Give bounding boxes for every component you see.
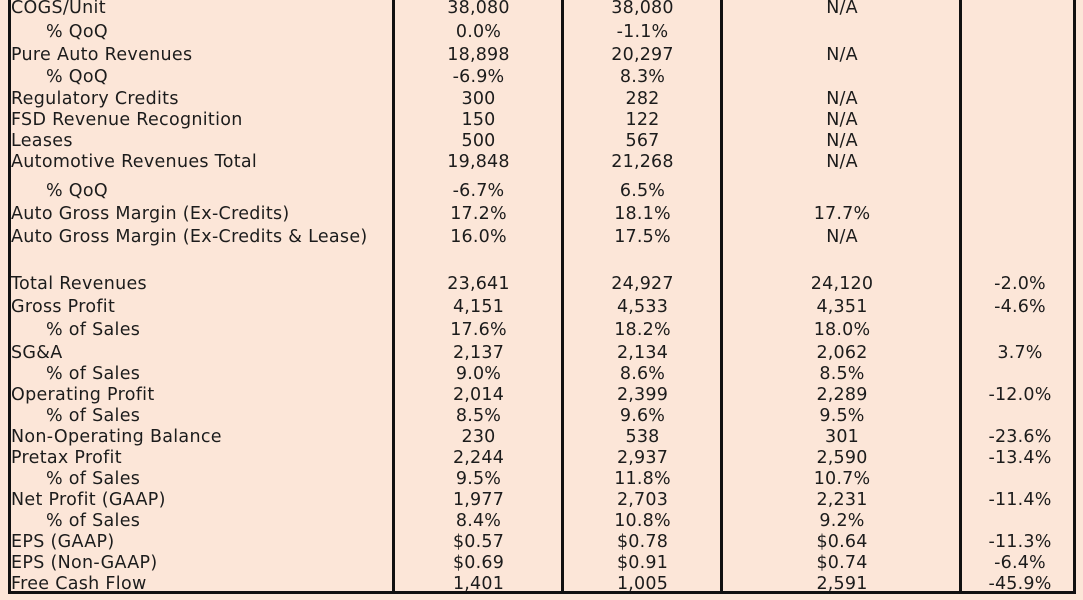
row-label: Free Cash Flow [11, 574, 147, 594]
cell-c3 [564, 489, 721, 511]
cell-c3 [564, 447, 721, 469]
cell-value: 6.5% [619, 181, 666, 201]
cell-value: N/A [826, 152, 858, 172]
cell-value: 2,937 [616, 448, 669, 468]
cell-c2 [396, 468, 561, 490]
cell-c5 [963, 21, 1077, 43]
cell-c4 [724, 468, 960, 490]
cell-c2 [396, 203, 561, 225]
cell-value: 20,297 [611, 45, 674, 65]
cell-value: 10.8% [614, 511, 671, 531]
cell-c4 [724, 226, 960, 248]
cell-value: 1,401 [452, 574, 505, 594]
cell-c5 [963, 426, 1077, 448]
cell-value: -12.0% [988, 385, 1052, 405]
cell-value: N/A [826, 227, 858, 247]
cell-value: 18,898 [447, 45, 510, 65]
row-label: EPS (Non-GAAP) [11, 553, 158, 573]
cell-c4 [724, 489, 960, 511]
cell-c4 [724, 130, 960, 152]
cell-c2 [396, 273, 561, 295]
cell-value: 24,120 [810, 274, 874, 294]
cell-value: 21,268 [611, 152, 674, 172]
cell-value: -6.9% [452, 67, 505, 87]
cell-value: 500 [461, 131, 496, 151]
cell-c4 [724, 21, 960, 43]
cell-c2 [396, 180, 561, 202]
cell-c5 [963, 151, 1077, 173]
cell-c3 [564, 405, 721, 427]
cell-c3 [564, 151, 721, 173]
cell-c3 [564, 426, 721, 448]
table-row [0, 531, 1083, 553]
cell-c4 [724, 109, 960, 131]
cell-value: N/A [826, 0, 858, 18]
table-row [0, 151, 1083, 173]
cell-value: 3.7% [997, 343, 1043, 363]
table-row [0, 203, 1083, 225]
cell-c2 [396, 21, 561, 43]
cell-value: 1,005 [616, 574, 669, 594]
cell-value: 23,641 [447, 274, 510, 294]
cell-value: $0.69 [452, 553, 505, 573]
cell-value: 10.7% [813, 469, 871, 489]
table-row [0, 510, 1083, 532]
cell-value: N/A [826, 45, 858, 65]
cell-c4 [724, 88, 960, 110]
cell-value: 38,080 [447, 0, 510, 18]
table-row [0, 0, 1083, 19]
row-label: Leases [11, 131, 73, 151]
cell-c2 [396, 363, 561, 385]
table-row [0, 21, 1083, 43]
cell-c2 [396, 130, 561, 152]
cell-c3 [564, 319, 721, 341]
cell-value: 24,927 [611, 274, 674, 294]
table-row [0, 342, 1083, 364]
cell-c3 [564, 88, 721, 110]
cell-c2 [396, 319, 561, 341]
cell-value: 4,351 [816, 297, 868, 317]
cell-c4 [724, 319, 960, 341]
cell-c3 [564, 109, 721, 131]
cell-value: 17.2% [450, 204, 507, 224]
cell-value: 18.2% [614, 320, 671, 340]
cell-value: $0.78 [616, 532, 669, 552]
cell-c2 [396, 426, 561, 448]
cell-c3 [564, 531, 721, 553]
cell-c5 [963, 552, 1077, 574]
table-row [0, 66, 1083, 88]
cell-value: 18.0% [813, 320, 871, 340]
cell-c2 [396, 296, 561, 318]
cell-value: 2,591 [816, 574, 868, 594]
cell-value: 4,151 [452, 297, 505, 317]
cell-value: 1,977 [452, 490, 505, 510]
table-row [0, 44, 1083, 66]
cell-c3 [564, 468, 721, 490]
cell-c3 [564, 384, 721, 406]
cell-value: 301 [824, 427, 859, 447]
cell-c2 [396, 489, 561, 511]
cell-value: -11.4% [988, 490, 1052, 510]
cell-c5 [963, 531, 1077, 553]
cell-c4 [724, 384, 960, 406]
cell-value: -2.0% [994, 274, 1046, 294]
cell-value: 8.6% [619, 364, 666, 384]
cell-c5 [963, 447, 1077, 469]
cell-c5 [963, 319, 1077, 341]
row-label: EPS (GAAP) [11, 532, 115, 552]
table-row [0, 405, 1083, 427]
table-row [0, 552, 1083, 574]
cell-value: 9.5% [455, 469, 502, 489]
cell-c5 [963, 273, 1077, 295]
cell-value: 538 [625, 427, 660, 447]
cell-c3 [564, 226, 721, 248]
cell-c2 [396, 44, 561, 66]
row-label: Auto Gross Margin (Ex-Credits) [11, 204, 290, 224]
row-label: % QoQ [46, 67, 108, 87]
cell-value: 17.5% [614, 227, 671, 247]
cell-value: -45.9% [988, 574, 1052, 594]
table-row [0, 468, 1083, 490]
cell-c4 [724, 363, 960, 385]
cell-c3 [564, 180, 721, 202]
cell-value: 11.8% [614, 469, 671, 489]
cell-c3 [564, 130, 721, 152]
cell-c3 [564, 342, 721, 364]
cell-value: 230 [461, 427, 496, 447]
table-row [0, 319, 1083, 341]
row-label: SG&A [11, 343, 63, 363]
table-row [0, 180, 1083, 202]
cell-c4 [724, 273, 960, 295]
cell-c5 [963, 203, 1077, 225]
cell-value: -4.6% [994, 297, 1046, 317]
cell-c5 [963, 44, 1077, 66]
cell-value: 17.7% [813, 204, 871, 224]
table-row [0, 489, 1083, 511]
cell-value: 300 [461, 89, 496, 109]
cell-value: 282 [625, 89, 660, 109]
cell-c5 [963, 66, 1077, 88]
cell-value: $0.57 [452, 532, 505, 552]
cell-c3 [564, 363, 721, 385]
table-row [0, 447, 1083, 469]
cell-c3 [564, 0, 721, 19]
cell-c3 [564, 44, 721, 66]
cell-value: 150 [461, 110, 496, 130]
cell-c4 [724, 405, 960, 427]
cell-value: N/A [826, 131, 858, 151]
cell-c5 [963, 489, 1077, 511]
row-label: Operating Profit [11, 385, 155, 405]
cell-value: $0.91 [616, 553, 669, 573]
cell-c2 [396, 405, 561, 427]
row-label: Total Revenues [11, 274, 147, 294]
cell-c5 [963, 363, 1077, 385]
cell-c5 [963, 296, 1077, 318]
row-label: % of Sales [46, 406, 141, 426]
row-label: Regulatory Credits [11, 89, 179, 109]
cell-value: 2,244 [452, 448, 505, 468]
table-row [0, 130, 1083, 152]
cell-c4 [724, 180, 960, 202]
cell-c3 [564, 296, 721, 318]
table-row [0, 109, 1083, 131]
cell-c2 [396, 342, 561, 364]
cell-value: 0.0% [455, 22, 502, 42]
cell-c4 [724, 426, 960, 448]
cell-value: 9.5% [819, 406, 865, 426]
cell-c3 [564, 552, 721, 574]
cell-c5 [963, 510, 1077, 532]
cell-c4 [724, 203, 960, 225]
cell-value: -11.3% [988, 532, 1052, 552]
cell-c3 [564, 273, 721, 295]
row-label: % of Sales [46, 511, 141, 531]
table-row [0, 573, 1083, 595]
cell-value: 2,137 [452, 343, 505, 363]
cell-value: -6.4% [994, 553, 1046, 573]
cell-c2 [396, 226, 561, 248]
cell-c5 [963, 573, 1077, 595]
cell-value: 567 [625, 131, 660, 151]
row-label: Automotive Revenues Total [11, 152, 258, 172]
cell-c5 [963, 180, 1077, 202]
cell-value: 122 [625, 110, 660, 130]
cell-c2 [396, 552, 561, 574]
table-row [0, 88, 1083, 110]
row-label: % of Sales [46, 469, 141, 489]
cell-c4 [724, 151, 960, 173]
cell-value: 2,231 [816, 490, 868, 510]
cell-value: 8.4% [455, 511, 502, 531]
table-row [0, 363, 1083, 385]
cell-c2 [396, 151, 561, 173]
cell-c4 [724, 531, 960, 553]
cell-c3 [564, 203, 721, 225]
table-row [0, 296, 1083, 318]
table-row [0, 384, 1083, 406]
cell-value: 2,399 [616, 385, 669, 405]
cell-c3 [564, 21, 721, 43]
cell-value: 2,590 [816, 448, 868, 468]
cell-c2 [396, 510, 561, 532]
row-label: Gross Profit [11, 297, 116, 317]
cell-c2 [396, 66, 561, 88]
cell-c5 [963, 109, 1077, 131]
row-label: % QoQ [46, 181, 108, 201]
row-label: Net Profit (GAAP) [11, 490, 166, 510]
cell-value: -6.7% [452, 181, 505, 201]
cell-value: 17.6% [450, 320, 507, 340]
cell-c5 [963, 342, 1077, 364]
cell-c3 [564, 510, 721, 532]
cell-c5 [963, 0, 1077, 19]
cell-value: 18.1% [614, 204, 671, 224]
row-label: % of Sales [46, 364, 141, 384]
cell-c4 [724, 296, 960, 318]
cell-c2 [396, 447, 561, 469]
cell-c4 [724, 447, 960, 469]
cell-value: 4,533 [616, 297, 669, 317]
cell-c4 [724, 0, 960, 19]
cell-c4 [724, 552, 960, 574]
cell-value: 2,134 [616, 343, 669, 363]
cell-c2 [396, 531, 561, 553]
cell-value: $0.64 [816, 532, 868, 552]
row-label: Pretax Profit [11, 448, 122, 468]
cell-c5 [963, 88, 1077, 110]
cell-value: $0.74 [816, 553, 868, 573]
cell-c2 [396, 0, 561, 19]
cell-c2 [396, 109, 561, 131]
cell-c4 [724, 44, 960, 66]
cell-value: -13.4% [988, 448, 1052, 468]
table-row [0, 426, 1083, 448]
cell-c4 [724, 573, 960, 595]
cell-value: 2,289 [816, 385, 868, 405]
row-label: % of Sales [46, 320, 141, 340]
cell-c4 [724, 66, 960, 88]
cell-c5 [963, 226, 1077, 248]
cell-value: 2,014 [452, 385, 505, 405]
cell-c3 [564, 573, 721, 595]
cell-value: N/A [826, 89, 858, 109]
cell-value: 2,703 [616, 490, 669, 510]
row-label: Pure Auto Revenues [11, 45, 193, 65]
cell-c5 [963, 384, 1077, 406]
row-label: Non-Operating Balance [11, 427, 222, 447]
cell-value: 9.6% [619, 406, 666, 426]
cell-c2 [396, 384, 561, 406]
cell-value: 19,848 [447, 152, 510, 172]
cell-value: 8.5% [819, 364, 865, 384]
cell-value: -23.6% [988, 427, 1052, 447]
table-row [0, 273, 1083, 295]
cell-value: 8.3% [619, 67, 666, 87]
cell-c3 [564, 66, 721, 88]
row-label: % QoQ [46, 22, 108, 42]
row-label: Auto Gross Margin (Ex-Credits & Lease) [11, 227, 368, 247]
cell-c4 [724, 510, 960, 532]
cell-c5 [963, 130, 1077, 152]
cell-value: 9.0% [455, 364, 502, 384]
cell-c4 [724, 342, 960, 364]
cell-value: 8.5% [455, 406, 502, 426]
row-label: COGS/Unit [11, 0, 106, 18]
cell-c5 [963, 405, 1077, 427]
cell-c2 [396, 573, 561, 595]
cell-value: 9.2% [819, 511, 865, 531]
row-label: FSD Revenue Recognition [11, 110, 243, 130]
cell-value: 38,080 [611, 0, 674, 18]
cell-c2 [396, 88, 561, 110]
cell-c5 [963, 468, 1077, 490]
cell-value: -1.1% [616, 22, 669, 42]
table-row [0, 226, 1083, 248]
cell-value: N/A [826, 110, 858, 130]
cell-value: 16.0% [450, 227, 507, 247]
cell-value: 2,062 [816, 343, 868, 363]
